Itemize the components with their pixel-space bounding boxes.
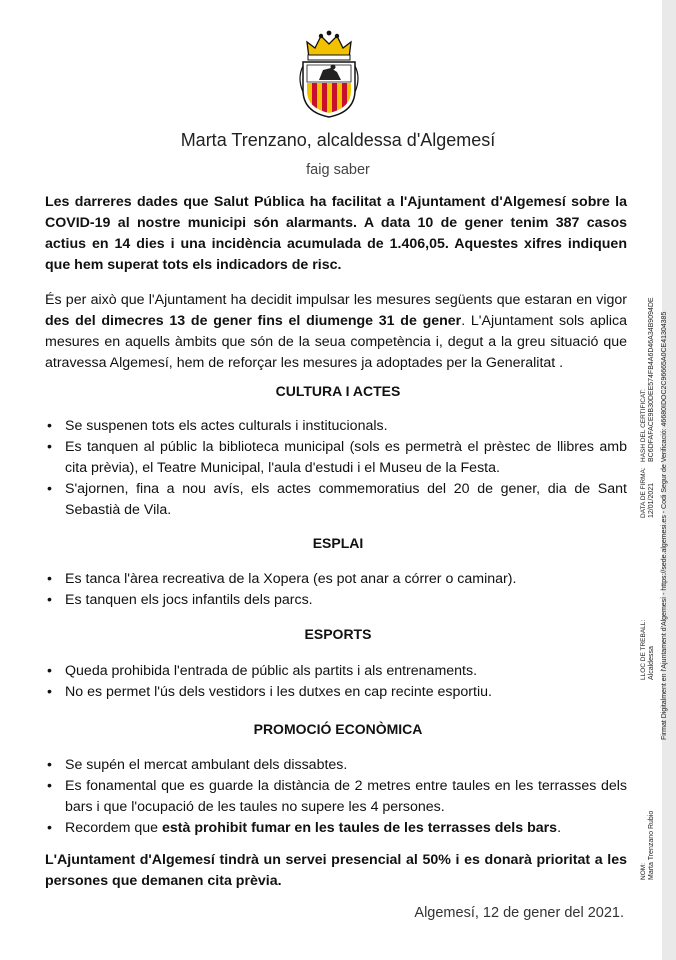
closing-paragraph: L'Ajuntament d'Algemesí tindrà un servei presencial al 50% i es donarà prioritat a les persones que demanen cita prèvia. bbox=[45, 852, 627, 889]
list-item: • S'ajornen, fina a nou avís, els actes commemoratius del 20 de gener, dia de Sant Sebastià de Vila. bbox=[45, 479, 627, 521]
list-item: • Es tanquen al públic la biblioteca municipal (sols es permetrà el prèstec de llibres amb cita prèvia), el Teatre Municipal, l'aula d'estudi i el Museu de la Festa. bbox=[45, 437, 627, 479]
list-item: • No es permet l'ús dels vestidors i les dutxes en cap recinte esportiu. bbox=[45, 682, 627, 703]
list-item: • Se suspenen tots els actes culturals i institucionals. bbox=[45, 416, 627, 437]
intro-paragraph: Les darreres dades que Salut Pública ha facilitat a l'Ajuntament d'Algemesí sobre la COVID-19 al nostre municipi són alarmants. A data 10 de gener tenim 387 casos actius en 14 dies i una incidència acumulada de 1.406,05. Aquestes xifres indiquen que hem superat tots els indicadors de risc. bbox=[45, 194, 627, 273]
smoking-prohibition: està prohibit fumar en les taules de les terrasses dels bars bbox=[162, 820, 558, 836]
list-cultura bbox=[45, 416, 627, 521]
list-item: • Es tanca l'àrea recreativa de la Xopera (es pot anar a córrer o caminar). bbox=[45, 569, 627, 590]
list-item: • Queda prohibida l'entrada de públic als partits i als entrenaments. bbox=[45, 661, 627, 682]
certificate-hash-label: HASH DEL CERTIFICAT: bbox=[640, 389, 647, 462]
smoking-text-b: . bbox=[557, 820, 562, 836]
certificate-hash-value: BC6DFAFACE9B30DEE574FB4A6D46A34B9094DE bbox=[648, 297, 655, 462]
section-heading-cultura: CULTURA I ACTES bbox=[275, 383, 401, 399]
measures-text-a: És per això que l'Ajuntament ha decidit impulsar les mesures següents que estaran en vigor bbox=[45, 292, 627, 308]
signature-date-label: DATA DE FIRMA: bbox=[640, 467, 647, 518]
workplace-value: Alcaldessa bbox=[648, 646, 655, 680]
signer-name: Marta Trenzano Rubio bbox=[648, 810, 655, 880]
signature-date-value: 12/01/2021 bbox=[648, 482, 655, 518]
list-item: • Es fonamental que es guarde la distància de 2 metres entre taules en les terrasses dels bars i que l'ocupació de les taules no supere les 4 persones. bbox=[45, 776, 627, 818]
list-item: • Se supén el mercat ambulant dels dissabtes. bbox=[45, 755, 627, 776]
section-heading-promocio: PROMOCIÓ ECONÒMICA bbox=[253, 721, 423, 737]
signature-date-block bbox=[640, 467, 656, 518]
digital-signature-line: Firmat Digitalment en l'Ajuntament d'Algemesí - https://sede.algemesi.es - Codi Segur de Verificació: 46680IDOC2C96665A0CE41304385 bbox=[661, 311, 668, 740]
signer-name-label: NOM: bbox=[640, 863, 647, 880]
section-heading-esplai: ESPLAI bbox=[312, 535, 364, 551]
certificate-hash-block bbox=[640, 297, 656, 462]
page-subtitle: faig saber bbox=[306, 162, 370, 178]
page-title: Marta Trenzano, alcaldessa d'Algemesí bbox=[180, 130, 496, 150]
measures-paragraph bbox=[45, 290, 627, 374]
signer-name-block bbox=[640, 811, 656, 880]
smoking-text-a: Recordem que bbox=[65, 820, 162, 836]
measures-text-b: . L'Ajuntament sols aplica mesures en aquells àmbits que són de la seua competència i, degut a la greu situació que atravessa Algemesí, hem de reforçar les mesures ja adoptades per la Generalitat . bbox=[45, 313, 627, 371]
list-esplai bbox=[45, 569, 627, 611]
list-item: • Es tanquen els jocs infantils dels parcs. bbox=[45, 590, 627, 611]
measures-dates: des del dimecres 13 de gener fins el diumenge 31 de gener bbox=[45, 313, 462, 329]
workplace-label: LLOC DE TREBALL: bbox=[640, 619, 647, 680]
list-promocio bbox=[45, 755, 627, 839]
list-item bbox=[45, 818, 627, 839]
list-esports bbox=[45, 661, 627, 703]
coat-of-arms-icon bbox=[295, 28, 363, 118]
section-heading-esports: ESPORTS bbox=[304, 626, 372, 642]
workplace-block bbox=[640, 620, 656, 680]
document-date: Algemesí, 12 de gener del 2021. bbox=[414, 905, 624, 921]
